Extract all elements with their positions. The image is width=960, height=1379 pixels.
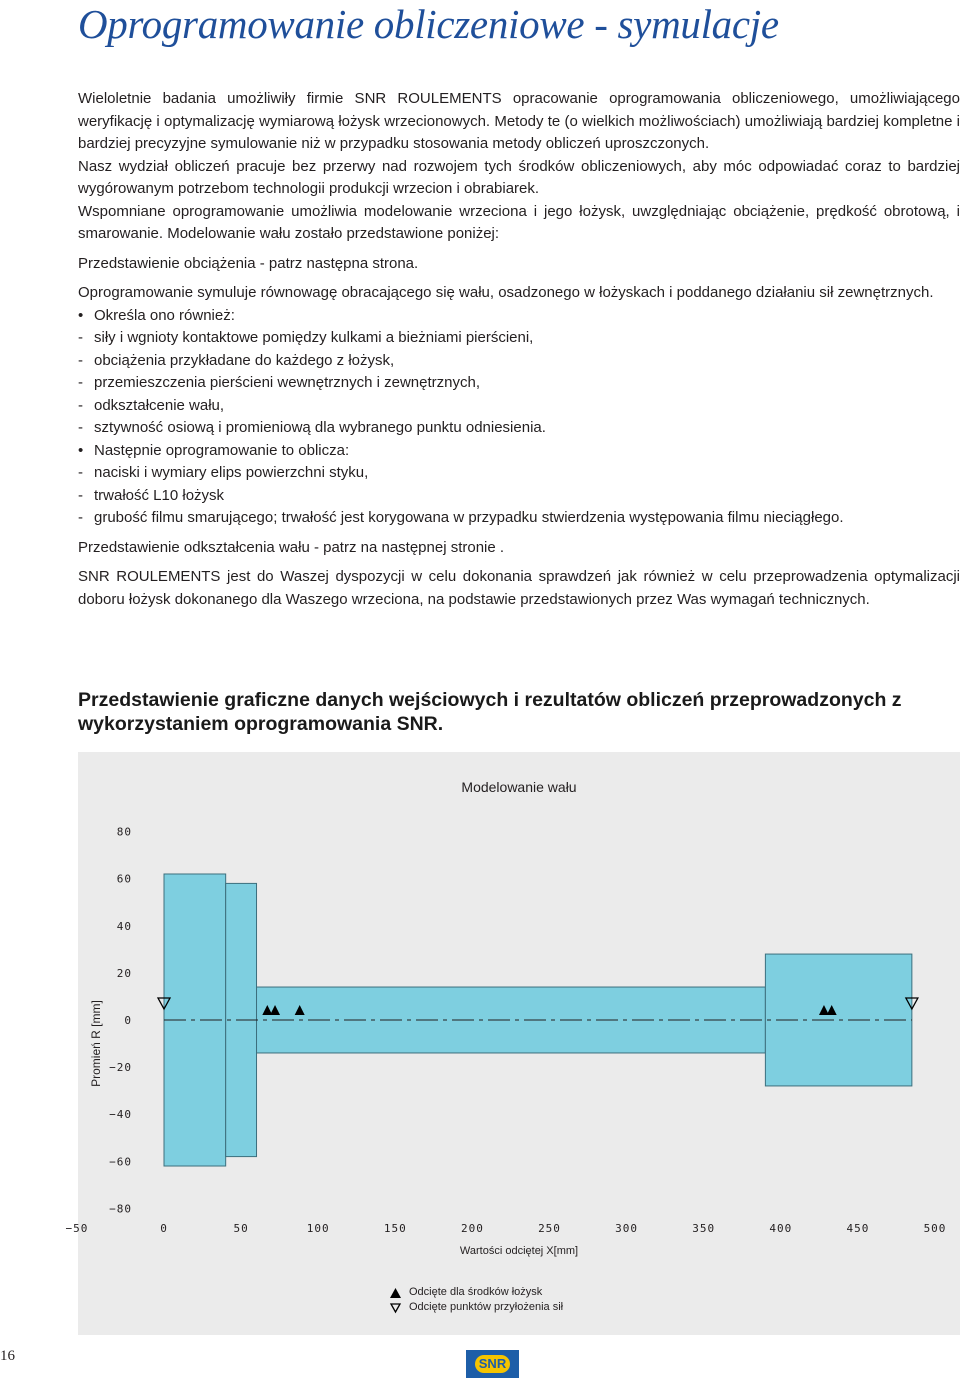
list-item: - trwałość L10 łożysk xyxy=(78,486,225,504)
list-item: - sztywność osiową i promieniową dla wybranego punktu odniesienia. xyxy=(78,419,546,436)
x-tick-label: 450 xyxy=(846,1222,870,1235)
x-axis-label: Wartości odciętej X[mm] xyxy=(459,1245,579,1257)
legend-label: Odcięte punktów przyłożenia sił xyxy=(409,1301,564,1313)
y-axis-label: Promień R [mm] xyxy=(89,1000,103,1087)
paragraph: Wspomniane oprogramowanie umożliwia modelowanie wrzeciona i jego łożysk, uwzględniając obciążenie, prędkość obrotową, i smarowanie. Modelowanie wału zostało przedstawione poniżej: xyxy=(78,202,960,242)
y-tick-label: 0 xyxy=(124,1014,132,1027)
x-tick-label: 300 xyxy=(615,1222,639,1235)
x-tick-label: 50 xyxy=(233,1222,249,1235)
y-tick-label: −60 xyxy=(109,1155,132,1169)
bullet-item: • Następnie oprogramowanie to oblicza: xyxy=(78,441,350,459)
paragraph: Przedstawienie odkształcenia wału - patrz na następnej stronie . xyxy=(78,538,505,556)
chart-legend xyxy=(390,1285,563,1315)
body-text xyxy=(78,88,960,611)
list-item: - siły i wgnioty kontaktowe pomiędzy kulkami a bieżniami pierścieni, xyxy=(78,329,534,346)
legend-item xyxy=(390,1300,563,1315)
x-tick-label: 200 xyxy=(460,1222,484,1235)
y-tick-label: −80 xyxy=(109,1202,132,1216)
paragraph: Przedstawienie obciążenia - patrz następna strona. xyxy=(78,254,419,272)
bullet-item: • Określa ono również: xyxy=(78,306,235,324)
y-tick-label: 80 xyxy=(116,825,132,839)
legend-label: Odcięte dla środków łożysk xyxy=(409,1286,543,1298)
y-tick-label: 40 xyxy=(116,919,132,933)
filled-triangle-icon xyxy=(390,1288,401,1298)
list-item: - grubość filmu smarującego; trwałość jest korygowana w przypadku stwierdzenia występowania filmu nieciągłego. xyxy=(78,509,844,526)
snr-logo: SNR xyxy=(466,1350,519,1378)
chart-panel xyxy=(65,752,960,1335)
x-tick-label: 0 xyxy=(160,1222,168,1235)
legend-item xyxy=(390,1285,563,1300)
list-item: - przemieszczenia pierścieni wewnętrznych i zewnętrznych, xyxy=(78,374,480,391)
paragraph: SNR ROULEMENTS jest do Waszej dyspozycji w celu dokonania sprawdzeń jak również w celu przeprowadzenia optymalizacji doboru łożysk dokonanego dla Waszego wrzeciona, na podstawie przedstawionych przez Was wymagań technicznych. xyxy=(78,568,960,608)
list-item: - naciski i wymiary elips powierzchni styku, xyxy=(78,464,369,481)
x-tick-label: 250 xyxy=(538,1222,561,1235)
x-tick-label: 500 xyxy=(923,1222,947,1235)
paragraph: Oprogramowanie symuluje równowagę obracającego się wału, osadzonego w łożyskach i poddanego działaniu sił zewnętrznych. xyxy=(78,284,934,301)
paragraph: Nasz wydział obliczeń pracuje bez przerwy nad rozwojem tych środków obliczeniowych, aby móc odpowiadać coraz to bardziej wygórowanym potrzebom technologii produkcji wrzecion i obrabiarek. xyxy=(78,157,960,197)
y-tick-label: 20 xyxy=(116,966,132,980)
chart-title: Modelowanie wału xyxy=(461,779,577,795)
shaft-model-chart xyxy=(65,752,960,1335)
x-tick-label: 350 xyxy=(692,1222,716,1235)
x-tick-label: 100 xyxy=(306,1222,330,1235)
y-tick-label: 60 xyxy=(116,872,132,886)
page-title: Oprogramowanie obliczeniowe - symulacje xyxy=(78,1,779,47)
section-heading: Przedstawienie graficzne danych wejściowych i rezultatów obliczeń przeprowadzonych z wykorzystaniem oprogramowania SNR. xyxy=(78,689,902,735)
y-tick-label: −20 xyxy=(109,1061,132,1075)
y-tick-label: −40 xyxy=(109,1108,132,1122)
list-item: - odkształcenie wału, xyxy=(78,396,225,414)
open-triangle-down-icon xyxy=(390,1303,401,1313)
list-item: - obciążenia przykładane do każdego z łożysk, xyxy=(78,351,395,369)
paragraph: Wieloletnie badania umożliwiły firmie SNR ROULEMENTS opracowanie oprogramowania obliczeniowego, umożliwiającego weryfikację i optymalizację wymiarową łożysk wrzecionowych. Metody te (o wielkich możliwościach) umożliwiają bardziej kompletne i bardziej precyzyjne symulowanie niż w przypadku stosowania metody obliczeń uproszczonych. xyxy=(78,90,960,152)
x-tick-label: 150 xyxy=(383,1222,407,1235)
x-tick-label: 400 xyxy=(769,1222,793,1235)
page-number: 16 xyxy=(0,1348,15,1364)
x-tick-label: −50 xyxy=(65,1222,89,1235)
